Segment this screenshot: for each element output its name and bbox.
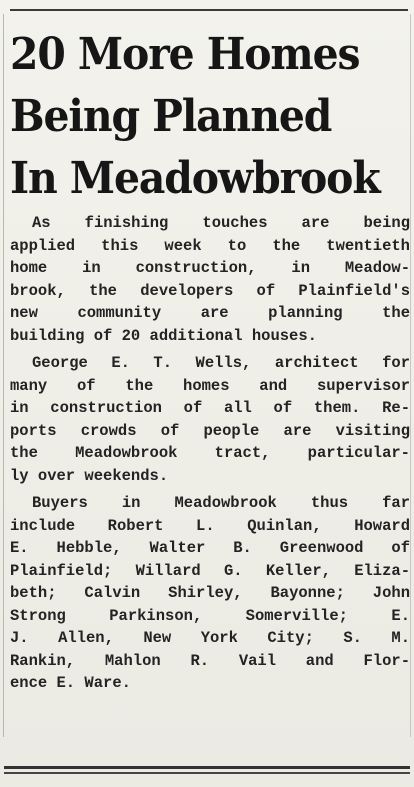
paragraph-line: J. Allen, New York City; S. M. [10, 629, 410, 647]
article-body [10, 212, 410, 695]
paragraph-line: ly over weekends. [10, 466, 169, 485]
paragraph-line: Plainfield; Willard G. Keller, Eliza- [10, 561, 410, 580]
paragraph-line: building of 20 additional houses. [10, 326, 317, 345]
paragraph-line: George E. T. Wells, architect for [32, 354, 410, 372]
bottom-rule [4, 766, 410, 769]
article-paragraph [10, 212, 410, 347]
paragraph-line: beth; Calvin Shirley, Bayonne; John [10, 584, 410, 602]
paragraph-line: in construction of all of them. Re- [10, 399, 410, 417]
paragraph-line: brook, the developers of Plainfield's [10, 281, 410, 300]
paragraph-line: Buyers in Meadowbrook thus far [32, 494, 410, 512]
paragraph-line: Strong Parkinson, Somerville; E. [10, 606, 410, 625]
paragraph-line: applied this week to the twentieth [10, 236, 410, 255]
paragraph-line: ports crowds of people are visiting [10, 421, 410, 440]
paragraph-line: E. Hebble, Walter B. Greenwood of [10, 539, 410, 557]
bottom-rule [4, 772, 410, 774]
headline [10, 24, 380, 210]
top-rule [10, 9, 408, 11]
paragraph-line: Rankin, Mahlon R. Vail and Flor- [10, 651, 410, 670]
headline-line: In Meadowbrook [10, 153, 380, 204]
left-column-edge [3, 14, 4, 737]
headline-line: 20 More Homes [10, 29, 360, 80]
right-column-edge [410, 14, 411, 737]
paragraph-line: new community are planning the [10, 304, 410, 322]
paragraph-line: include Robert L. Quinlan, Howard [10, 516, 410, 535]
article-paragraph [10, 492, 410, 695]
article-paragraph [10, 352, 410, 487]
paragraph-line: the Meadowbrook tract, particular- [10, 444, 410, 462]
paragraph-line: home in construction, in Meadow- [10, 259, 410, 277]
paragraph-line: many of the homes and supervisor [10, 376, 410, 395]
paragraph-line: As finishing touches are being [32, 214, 410, 232]
headline-line: Being Planned [10, 91, 332, 142]
paragraph-line: ence E. Ware. [10, 674, 131, 692]
